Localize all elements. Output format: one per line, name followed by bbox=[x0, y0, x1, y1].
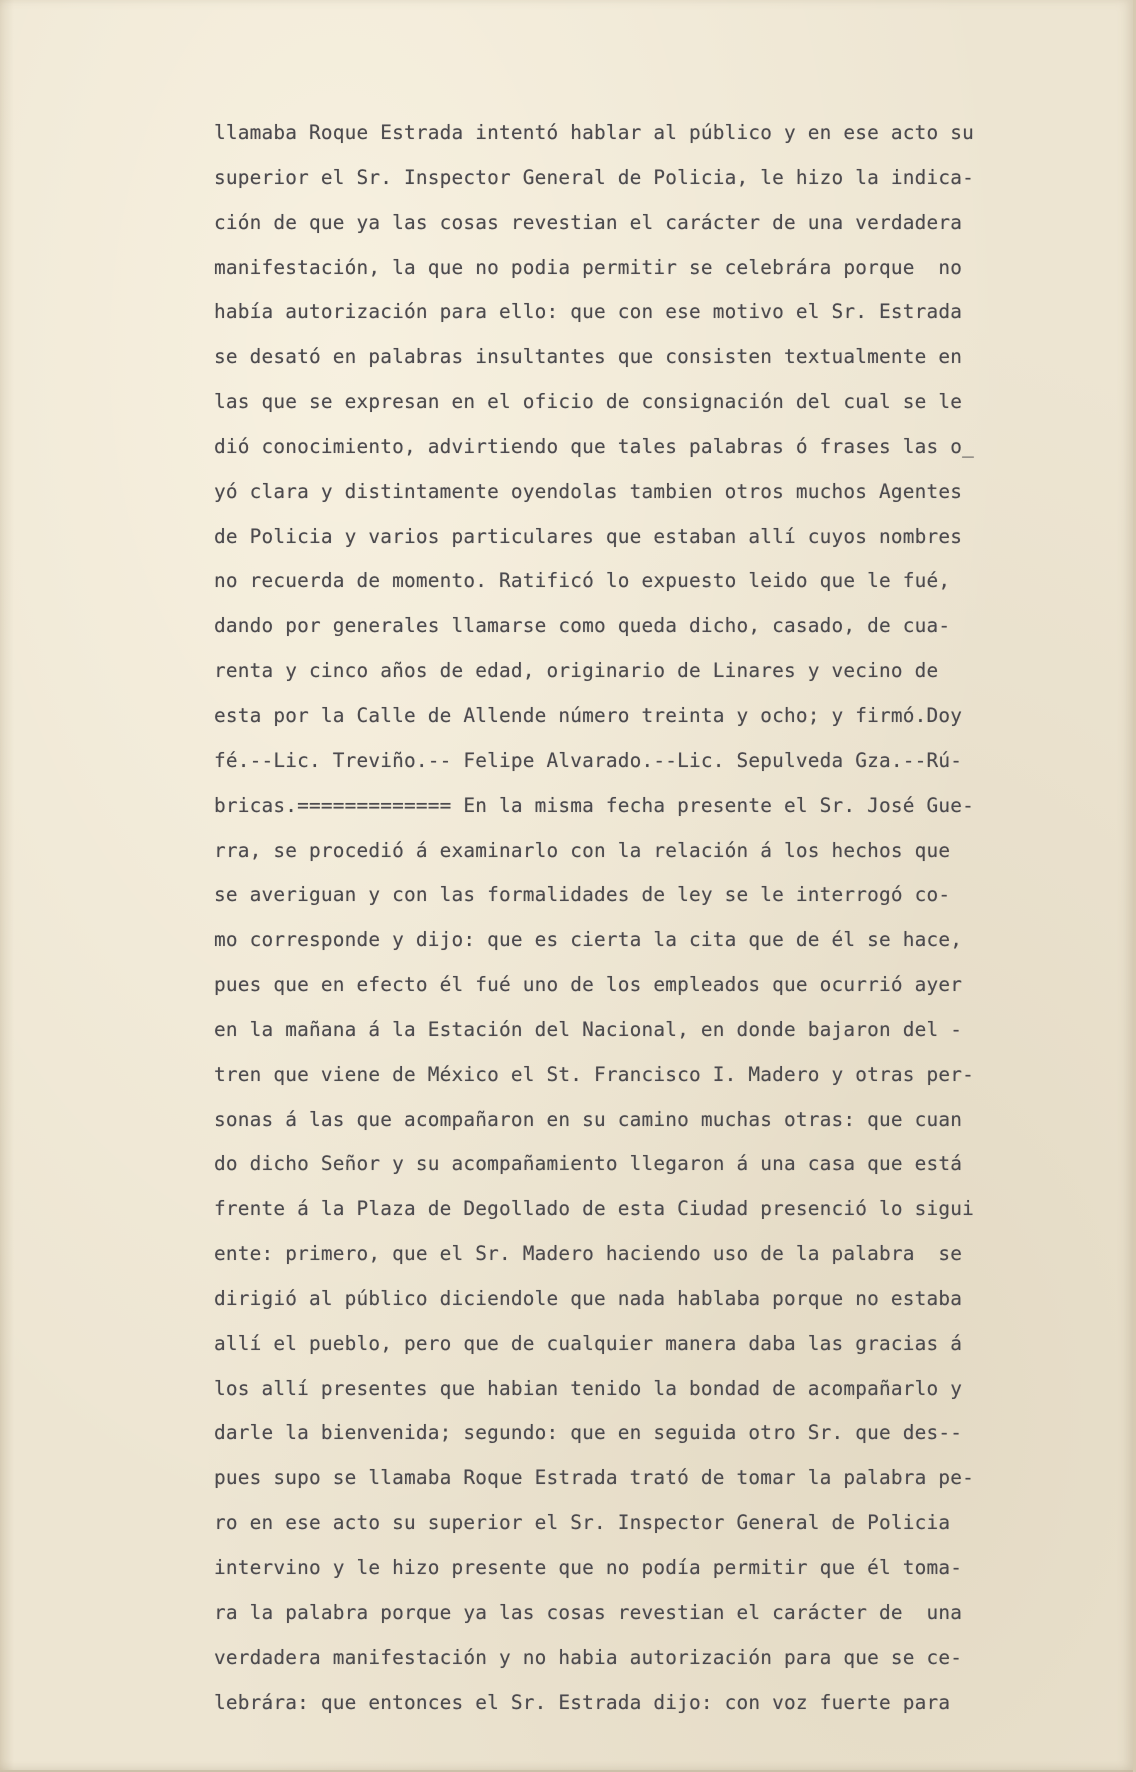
text-line-18: se averiguan y con las formalidades de ley se le interrogó co- bbox=[214, 883, 951, 907]
text-line-21: en la mañana á la Estación del Nacional, en donde bajaron del - bbox=[214, 1017, 963, 1041]
text-line-19: mo corresponde y dijo: que es cierta la cita que de él se hace, bbox=[214, 928, 963, 952]
text-line-35: verdadera manifestación y no habia autorización para que se ce- bbox=[214, 1645, 963, 1669]
text-line-11: no recuerda de momento. Ratificó lo expuesto leido que le fué, bbox=[214, 569, 951, 593]
text-line-4: manifestación, la que no podia permitir se celebrára porque no bbox=[214, 255, 963, 279]
text-line-6: se desató en palabras insultantes que consisten textualmente en bbox=[214, 345, 963, 369]
text-line-15: fé.--Lic. Treviño.-- Felipe Alvarado.--Lic. Sepulveda Gza.--Rú- bbox=[214, 748, 963, 772]
text-line-33: intervino y le hizo presente que no podía permitir que él toma- bbox=[214, 1556, 963, 1579]
text-line-34: ra la palabra porque ya las cosas revestian el carácter de una bbox=[214, 1600, 963, 1624]
text-line-13: renta y cinco años de edad, originario de Linares y vecino de bbox=[214, 659, 939, 683]
text-line-24: do dicho Señor y su acompañamiento llegaron á una casa que está bbox=[214, 1152, 963, 1176]
text-line-5: había autorización para ello: que con ese motivo el Sr. Estrada bbox=[214, 300, 963, 324]
text-line-36: lebrára: que entonces el Sr. Estrada dijo: con voz fuerte para bbox=[214, 1690, 951, 1714]
text-line-22: tren que viene de México el St. Francisco I. Madero y otras per- bbox=[214, 1062, 974, 1086]
text-line-2: superior el Sr. Inspector General de Policia, le hizo la indica- bbox=[214, 165, 974, 189]
text-line-25: frente á la Plaza de Degollado de esta Ciudad presenció lo sigui bbox=[214, 1197, 974, 1221]
text-line-31: pues supo se llamaba Roque Estrada trató de tomar la palabra pe- bbox=[214, 1466, 974, 1490]
text-line-20: pues que en efecto él fué uno de los empleados que ocurrió ayer bbox=[214, 973, 963, 997]
text-line-12: dando por generales llamarse como queda dicho, casado, de cua- bbox=[214, 614, 951, 638]
text-line-30: darle la bienvenida; segundo: que en seguida otro Sr. que des-- bbox=[214, 1421, 963, 1445]
text-line-27: dirigió al público diciendole que nada hablaba porque no estaba bbox=[214, 1286, 963, 1310]
typewritten-text-block bbox=[214, 116, 1094, 1730]
text-line-16: bricas.============= En la misma fecha presente el Sr. José Gue- bbox=[214, 793, 974, 817]
text-line-17: rra, se procedió á examinarlo con la relación á los hechos que bbox=[214, 838, 951, 862]
text-line-14: esta por la Calle de Allende número treinta y ocho; y firmó.Doy bbox=[214, 703, 963, 727]
text-line-7: las que se expresan en el oficio de consignación del cual se le bbox=[214, 390, 963, 414]
text-line-29: los allí presentes que habian tenido la bondad de acompañarlo y bbox=[214, 1376, 963, 1400]
text-line-1: llamaba Roque Estrada intentó hablar al público y en ese acto su bbox=[214, 121, 974, 144]
text-line-28: allí el pueblo, pero que de cualquier manera daba las gracias á bbox=[214, 1331, 963, 1355]
text-line-23: sonas á las que acompañaron en su camino muchas otras: que cuan bbox=[214, 1107, 963, 1131]
text-line-26: ente: primero, que el Sr. Madero haciendo uso de la palabra se bbox=[214, 1242, 963, 1266]
text-line-10: de Policia y varios particulares que estaban allí cuyos nombres bbox=[214, 524, 963, 548]
text-line-32: ro en ese acto su superior el Sr. Inspector General de Policia bbox=[214, 1511, 951, 1535]
text-line-8: dió conocimiento, advirtiendo que tales palabras ó frases las o_ bbox=[214, 434, 974, 458]
text-line-9: yó clara y distintamente oyendolas tambien otros muchos Agentes bbox=[214, 479, 963, 503]
text-line-3: ción de que ya las cosas revestian el carácter de una verdadera bbox=[214, 210, 963, 234]
